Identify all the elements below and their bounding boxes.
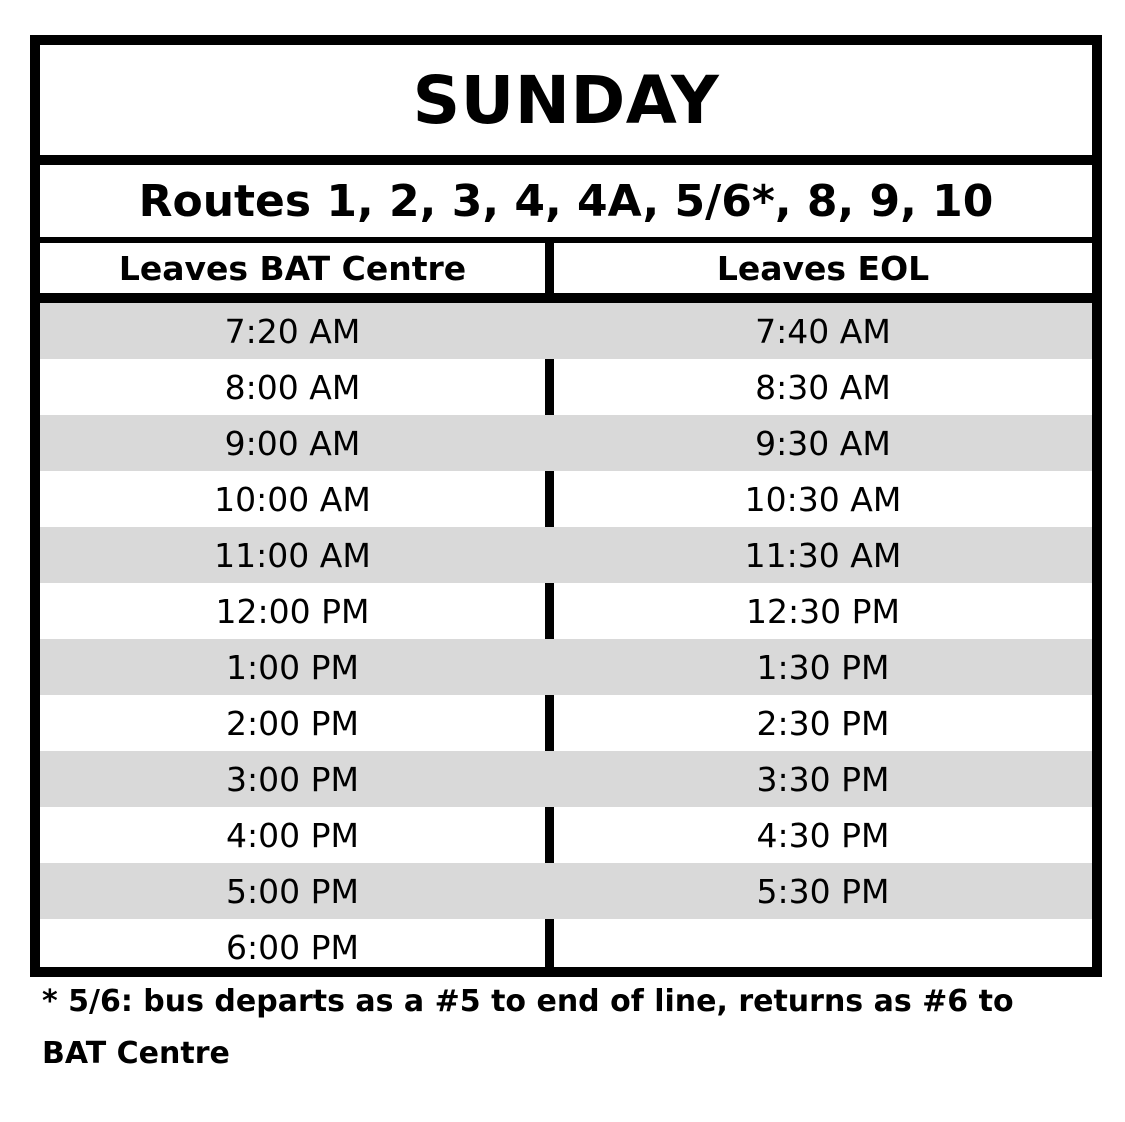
table-row [40, 471, 1092, 527]
table-row [40, 639, 1092, 695]
departure-time-bat-centre: 6:00 PM [226, 927, 359, 967]
table-row [40, 415, 1092, 471]
table-row [40, 583, 1092, 639]
departure-time-eol: 7:40 AM [755, 311, 891, 351]
column-header-bat-centre: Leaves BAT Centre [118, 248, 467, 288]
table-row [40, 919, 1092, 975]
departure-time-bat-centre: 8:00 AM [224, 367, 361, 407]
table-row [40, 695, 1092, 751]
schedule-title: SUNDAY [412, 61, 720, 139]
departure-time-bat-centre: 7:20 AM [224, 311, 361, 351]
departure-time-bat-centre: 2:00 PM [226, 703, 359, 743]
departure-time-bat-centre: 4:00 PM [226, 815, 359, 855]
footnote: * 5/6: bus departs as a #5 to end of line, returns as #6 to BAT Centre [42, 984, 1014, 1071]
departure-time-eol: 5:30 PM [756, 871, 890, 911]
title-divider [40, 155, 1092, 165]
table-row [40, 807, 1092, 863]
departure-time-eol: 12:30 PM [746, 591, 900, 631]
table-row [40, 751, 1092, 807]
departure-time-eol [554, 919, 1092, 975]
departure-time-eol: 9:30 AM [755, 423, 891, 463]
table-row [40, 863, 1092, 919]
departure-time-bat-centre: 3:00 PM [226, 759, 359, 799]
header-divider [40, 293, 1092, 303]
departure-time-bat-centre: 12:00 PM [215, 591, 370, 631]
departure-time-bat-centre: 5:00 PM [226, 871, 359, 911]
column-header-eol: Leaves EOL [716, 248, 930, 288]
departure-time-eol: 8:30 AM [755, 367, 891, 407]
departure-time-eol: 3:30 PM [756, 759, 890, 799]
schedule-table [30, 35, 1102, 977]
departure-time-bat-centre: 9:00 AM [224, 423, 361, 463]
departure-time-bat-centre: 10:00 AM [214, 479, 371, 519]
departure-time-bat-centre: 11:00 AM [214, 535, 371, 575]
departure-time-eol: 2:30 PM [756, 703, 890, 743]
table-row [40, 303, 1092, 359]
departure-time-eol: 1:30 PM [756, 647, 890, 687]
departure-time-eol: 11:30 AM [744, 535, 902, 575]
departure-time-eol: 10:30 AM [744, 479, 902, 519]
schedule-rows [40, 303, 1092, 975]
departure-time-eol: 4:30 PM [756, 815, 890, 855]
table-row [40, 527, 1092, 583]
table-row [40, 359, 1092, 415]
routes-heading: Routes 1, 2, 3, 4, 4A, 5/6*, 8, 9, 10 [138, 175, 994, 227]
departure-time-bat-centre: 1:00 PM [226, 647, 359, 687]
